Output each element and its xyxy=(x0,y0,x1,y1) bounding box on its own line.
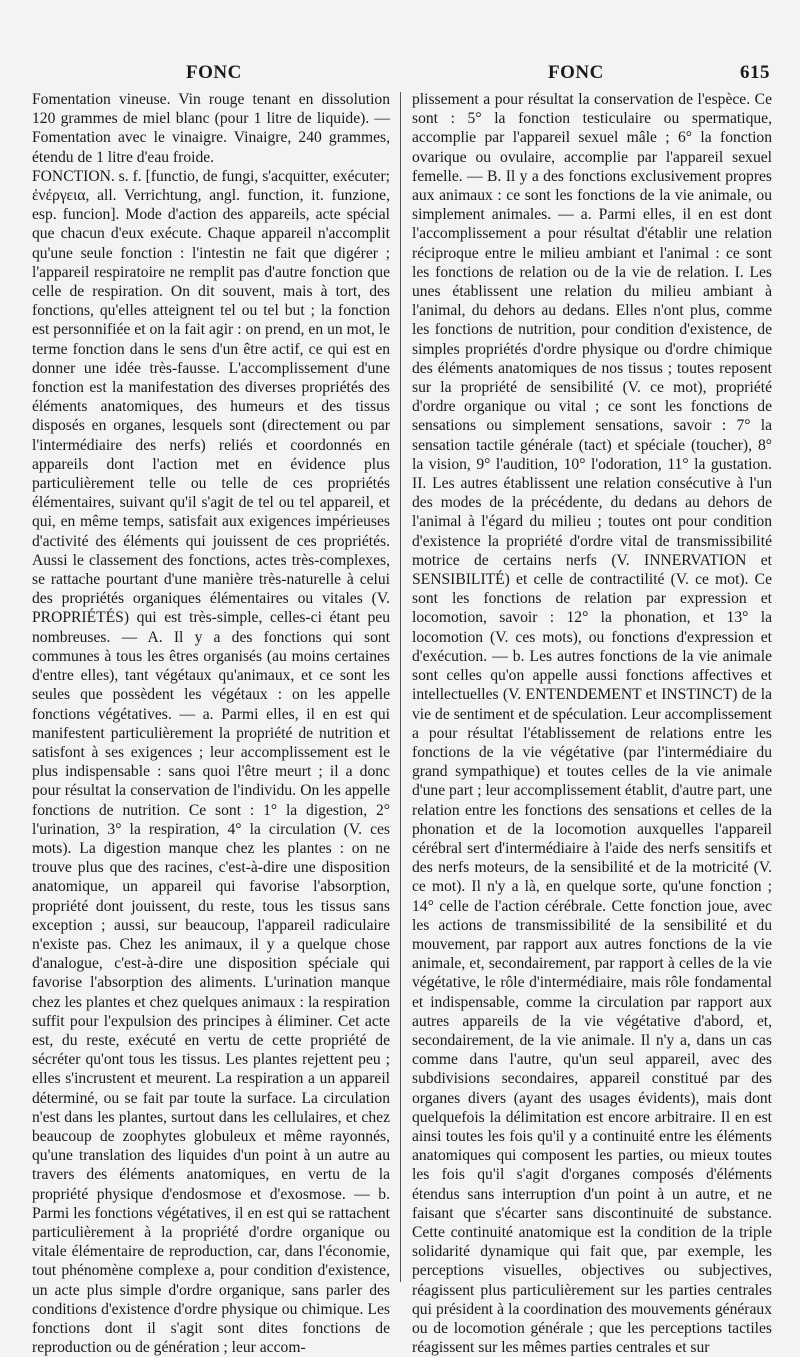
paragraph-continuation: plissement a pour résultat la conservation de l'espèce. Ce sont : 5° la fonction testiculaire ou spermatique, accomplie par l'appareil sexuel mâle ; 6° la fonction ovarique ou ovulaire, accomplie par l'appareil sexuel femelle. — B. Il y a des fonctions exclusivement propres aux animaux : ce sont les fonctions de la vie animale, ou simplement animales. — a. Parmi elles, il en est dont l'accomplissement a pour résultat d'établir une relation réciproque entre le milieu ambiant et l'animal : ce sont les fonctions de relation ou de la vie de relation. I. Les unes établissent une relation du milieu ambiant à l'animal, du dehors au dedans. Elles n'ont plus, comme les fonctions de nutrition, pour condition d'existence, de simples propriétés d'ordre physique ou d'ordre chimique des éléments anatomiques de nos tissus ; toutes reposent sur la propriété de sensibilité (V. ce mot), propriété d'ordre organique ou vital ; ce sont les fonctions de sensations ou simplement sensations, savoir : 7° la sensation tactile générale (tact) et spéciale (toucher), 8° la vision, 9° l'audition, 10° l'odoration, 11° la gustation. II. Les autres établissent une relation consécutive à l'un des modes de la précédente, du dedans au dehors de l'animal à l'égard du milieu ; toutes ont pour condition d'existence la propriété d'ordre vital de transmissibilité motrice de certains nerfs (V. INNERVATION et SENSIBILITÉ) et celle de contractilité (V. ce mot). Ce sont les fonctions de relation par expression et locomotion, savoir : 12° la phonation, et 13° la locomotion (V. ces mots), ou fonctions d'expression et d'exécution. — b. Les autres fonctions de la vie animale sont celles qu'on appelle aussi fonctions affectives et intellectuelles (V. ENTENDEMENT et INSTINCT) de la vie de sentiment et de spéculation. Leur accomplissement a pour résultat l'établissement de relations entre les fonctions de la vie végétative (par l'intermédiaire du grand sympathique) et toutes celles de la vie animale d'une part ; leur accomplissement établit, d'autre part, une relation entre les fonctions des sensations et celles de la phonation et de la locomotion auxquelles l'appareil cérébral sert d'intermédiaire à l'aide des nerfs sensitifs et des nerfs moteurs, de la sensibilité et de la motricité (V. ce mot). Il n'y a là, en quelque sorte, qu'une fonction ; 14° celle de l'action cérébrale. Cette fonction joue, avec les actions de transmissibilité de la sensibilité et du mouvement, par rapport aux autres fonctions de la vie animale, et, secondairement, par rapport à celles de la vie végétative, le rôle d'intermédiaire, mais rôle fondamental et indispensable, comme la circulation par rapport aux autres appareils de la vie végétative d'abord, et, secondairement, de la vie animale. Il n'y a, dans un cas comme dans l'autre, qu'un seul appareil, avec des subdivisions secondaires, appareil constitué par des organes divers (ayant des usages évidents), mais dont quelquefois la délimitation est encore arbitraire. Il en est ainsi toutes les fois qu'il y a continuité entre les éléments anatomiques qui composent les parties, ou mieux toutes les fois qu'il s'agit d'organes composés d'éléments étendus sans interruption d'un point à un autre, et ne faisant que s'écarter sans discontinuité de substance. Cette continuité anatomique est la condition de la triple solidarité dynamique qui fait que, par exemple, les perceptions visuelles, objectives ou subjectives, réagissent plus particulièrement sur les parties centrales qui président à la coordination des mouvements généraux ou de locomotion générale ; que les perceptions tactiles réagissent sur les mêmes parties centrales et sur xyxy=(412,91,772,1357)
header-left-word: FONC xyxy=(186,62,242,83)
left-column xyxy=(32,90,390,1357)
running-header xyxy=(0,62,800,86)
paragraph-fonction-entry: FONCTION. s. f. [functio, de fungi, s'acquitter, exécuter; ἐνέργεια, all. Verrichtung, angl. function, it. funzione, esp. funcion]. Mode d'action des appareils, acte spécial que chacun d'eux exécute. Chaque appareil n'accomplit qu'une seule fonction : l'intestin ne fait que digérer ; l'appareil respiratoire ne remplit pas d'autre fonction que celle de respiration. On dit souvent, mais à tort, des fonctions, qu'elles atteignent tel ou tel but ; la fonction est personnifiée et on la fait agir : on prend, en un mot, le terme fonction dans le sens d'un être actif, ce qui est en donner une idée très-fausse. L'accomplissement d'une fonction est la manifestation des diverses propriétés des éléments anatomiques, des humeurs et des tissus disposés en organes, lesquels sont (directement ou par l'intermédiaire des nerfs) reliés et coordonnés en appareils dont l'action met en évidence plus particulièrement telle ou telle de ces propriétés élémentaires, suivant qu'il s'agit de tel ou tel appareil, et qui, en même temps, satisfait aux exigences impérieuses d'activité des éléments qui jouissent de ces propriétés. Aussi le classement des fonctions, actes très-complexes, se rattache pourtant d'une manière très-naturelle à celui des propriétés organiques élémentaires ou vitales (V. PROPRIÉTÉS) qui est très-simple, celles-ci étant peu nombreuses. — A. Il y a des fonctions qui sont communes à tous les êtres organisés (au moins certaines d'entre elles), tant végétaux qu'animaux, et ce sont les seules que possèdent les végétaux : on les appelle fonctions végétatives. — a. Parmi elles, il en est qui manifestent particulièrement la propriété de nutrition et satisfont à ses exigences ; leur accomplissement est le plus indispensable : sans quoi l'être meurt ; il a donc pour résultat la conservation de l'individu. On les appelle fonctions de nutrition. Ce sont : 1° la digestion, 2° l'urination, 3° la respiration, 4° la circulation (V. ces mots). La digestion manque chez les plantes : on ne trouve plus que des racines, c'est-à-dire une disposition anatomique, un appareil qui favorise l'absorption, propriété dont jouissent, du reste, tous les tissus sans exception ; aussi, sur beaucoup, l'appareil radiculaire n'existe pas. Chez les animaux, il y a quelque chose d'analogue, c'est-à-dire une disposition spéciale qui favorise l'absorption des aliments. L'urination manque chez les plantes et chez quelques animaux : la respiration suffit pour l'expulsion des principes à éliminer. Cet acte est, du reste, exécuté en vertu de cette propriété de sécréter qu'ont tous les tissus. Les plantes rejettent peu ; elles s'incrustent et meurent. La respiration a un appareil déterminé, ou se fait par toute la surface. La circulation n'est dans les plantes, surtout dans les cellulaires, et chez beaucoup de zoophytes globuleux et même rayonnés, qu'une translation des liquides d'un point à un autre au travers des éléments anatomiques, en vertu de la propriété physique d'endosmose et d'exosmose. — b. Parmi les fonctions végétatives, il en est qui se rattachent particulièrement à la propriété d'ordre organique ou vitale élémentaire de reproduction, car, dans l'économie, tout phénomène complexe a, pour condition d'existence, un acte plus simple d'ordre organique, sans parler des conditions d'existence d'ordre physique ou chimique. Les fonctions dont il s'agit sont dites fonctions de reproduction ou de génération ; leur accom- xyxy=(32,167,390,1357)
column-divider xyxy=(400,92,401,1282)
page-number: 615 xyxy=(740,62,770,83)
paragraph-fomentation: Fomentation vineuse. Vin rouge tenant en dissolution 120 grammes de miel blanc (pour 1 litre de liquide). — Fomentation avec le vinaigre. Vinaigre, 240 grammes, étendu de 1 litre d'eau froide. xyxy=(32,91,390,166)
right-column xyxy=(412,90,772,1357)
header-center-word: FONC xyxy=(548,62,604,83)
